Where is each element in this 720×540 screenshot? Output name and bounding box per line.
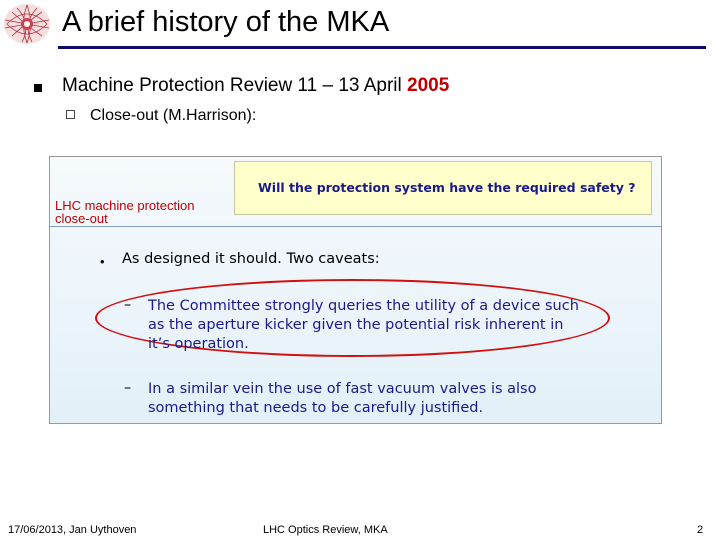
page-title: A brief history of the MKA: [62, 6, 390, 38]
bullet-box-icon: [66, 110, 75, 119]
dash-1: –: [124, 297, 132, 313]
title-rule: [58, 46, 706, 49]
footer-date-author: 17/06/2013, Jan Uythoven: [8, 524, 137, 536]
bullet-review-year: 2005: [407, 75, 450, 96]
caveat-1: [148, 297, 618, 354]
footer-event: LHC Optics Review, MKA: [263, 524, 388, 536]
bullet-review-text: Machine Protection Review 11 – 13 April: [62, 75, 407, 96]
slide-heading-line2: close-out: [55, 211, 108, 226]
caveat-1-line1: The Committee strongly queries the utility of a device such: [148, 298, 579, 314]
cern-logo-icon: [2, 2, 52, 46]
caveat-1-line2: as the aperture kicker given the potential risk inherent in: [148, 317, 564, 333]
bullet-closeout: Close-out (M.Harrison):: [90, 107, 257, 124]
footer-page-number: 2: [697, 524, 704, 536]
caveat-2-line1: In a similar vein the use of fast vacuum valves is also: [148, 381, 537, 397]
designed-text: As designed it should. Two caveats:: [122, 251, 380, 267]
caveat-2: [148, 380, 618, 418]
slide-separator: [50, 226, 661, 227]
caveat-1-line3: it’s operation.: [148, 336, 249, 352]
question-text: Will the protection system have the required safety ?: [258, 180, 636, 195]
question-box: [234, 161, 652, 215]
slide-heading-line1: LHC machine protection: [55, 198, 195, 213]
bullet-square-icon: [34, 84, 42, 92]
embedded-slide-image: [49, 156, 662, 424]
caveat-2-line2: something that needs to be carefully justified.: [148, 400, 484, 416]
slide-bullet: •: [100, 254, 105, 269]
bullet-review: [62, 75, 449, 97]
slide-heading: [55, 199, 194, 225]
dash-2: –: [124, 380, 132, 396]
